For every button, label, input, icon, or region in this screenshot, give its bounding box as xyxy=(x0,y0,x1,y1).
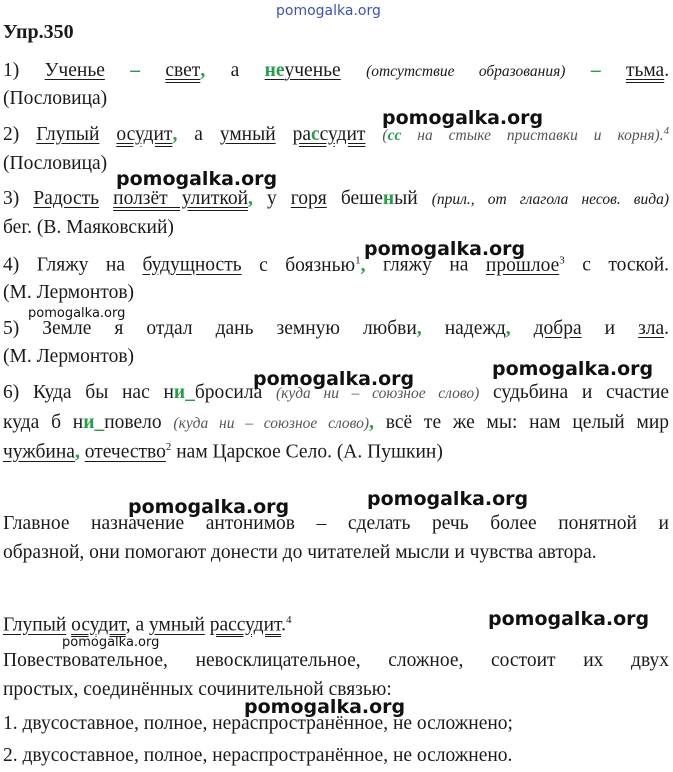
watermark: pomogalka.org xyxy=(128,496,290,518)
sentence-5: 5) Земле я отдал дань земную любви, надежд, добра и зла. xyxy=(3,318,670,339)
paragraph-line-1: Главное назначение антонимов – сделать речь более понятной и xyxy=(3,513,669,534)
conjunction: а xyxy=(230,60,240,81)
watermark: pomogalka.org xyxy=(62,635,160,650)
watermark: pomogalka.org xyxy=(364,238,526,260)
subject: умный xyxy=(219,124,276,145)
comma-mark: , xyxy=(200,60,206,81)
sentence-6: 6) Куда бы нас ни_бросила (куда ни – союзное слово) судьбина и счастие xyxy=(3,382,670,403)
watermark: pomogalka.org xyxy=(253,368,415,390)
sentence-number: 1) xyxy=(3,60,20,81)
dash-mark: – xyxy=(590,60,601,81)
sentence-6-line-2: куда б ни_повело (куда ни – союзное слово), всё те же мы: нам целый мир xyxy=(3,412,670,433)
note: (куда ни – союзное слово) xyxy=(275,385,480,402)
parse-line-3: 1. двусоставное, полное, нераспространённое, не осложнено; xyxy=(3,713,513,734)
object: будущность xyxy=(142,254,242,276)
watermark: pomogalka.org xyxy=(492,358,654,380)
parse-line-1: Повествовательное, невосклицательное, сложное, состоит их двух xyxy=(3,650,669,671)
predicate: ползёт улиткой xyxy=(113,188,249,209)
sentence-2: 2) Глупый осудит, а умный рассудит (сс на стыке приставки и корня).$^4$ xyxy=(3,124,670,145)
source: (Пословица) xyxy=(3,88,108,109)
exercise-title: Упр.350 xyxy=(3,21,74,43)
predicate: рассудит xyxy=(292,124,366,145)
dash-mark: – xyxy=(130,60,141,81)
watermark: pomogalka.org xyxy=(367,488,529,510)
subject: Ученье xyxy=(44,60,105,81)
predicate: осудит xyxy=(116,124,173,145)
sentence-3-cont: бег. (В. Маяковский) xyxy=(3,217,174,238)
watermark-top: pomogalka.org xyxy=(276,3,381,19)
parse-line-2: простых, соединённых сочинительной связью: xyxy=(3,679,392,700)
subject: Глупый xyxy=(36,124,100,145)
source: (М. Лермонтов) xyxy=(3,346,135,367)
predicate: свет xyxy=(165,60,201,81)
predicate: тьма xyxy=(625,60,665,81)
paragraph-line-2: образной, они помогают донести до читателей мысли и чувства автора. xyxy=(3,542,597,563)
sentence-4: 4) Гляжу на будущность с боязнью$^1$, гляжу на прошлое$^3$ с тоской. xyxy=(3,254,670,276)
note: (прил., от глагола несов. вида) xyxy=(431,191,669,208)
note: (отсутствие образования) xyxy=(366,63,566,80)
sentence-1: 1) Ученье – свет, а неученье (отсутствие образования) – тьма. xyxy=(3,60,670,81)
source: (М. Лермонтов) xyxy=(3,282,135,303)
note: (сс на стыке приставки и корня).$^4$ xyxy=(382,124,670,144)
parse-line-4: 2. двусоставное, полное, нераспространённое, не осложнено. xyxy=(3,745,513,766)
parse-sentence: Глупый осудит, а умный рассудит.$^4$ xyxy=(3,614,292,636)
source: (Пословица) xyxy=(3,153,108,174)
sentence-6-line-3: чужбина, отечество$^2$ нам Царское Село. (А. Пушкин) xyxy=(3,441,443,463)
sentence-3: 3) Радость ползёт улиткой, у горя бешеный (прил., от глагола несов. вида) xyxy=(3,188,669,209)
watermark: pomogalka.org xyxy=(244,696,406,718)
note: (куда ни – союзное слово) xyxy=(173,415,370,432)
subject: неученье xyxy=(264,60,341,81)
watermark: pomogalka.org xyxy=(382,107,544,129)
watermark: pomogalka.org xyxy=(116,168,278,190)
subject: Радость xyxy=(33,188,100,209)
highlight-ne: не xyxy=(264,60,285,81)
object: прошлое xyxy=(485,254,560,276)
watermark: pomogalka.org xyxy=(488,608,650,630)
watermark: pomogalka.org xyxy=(28,306,126,321)
